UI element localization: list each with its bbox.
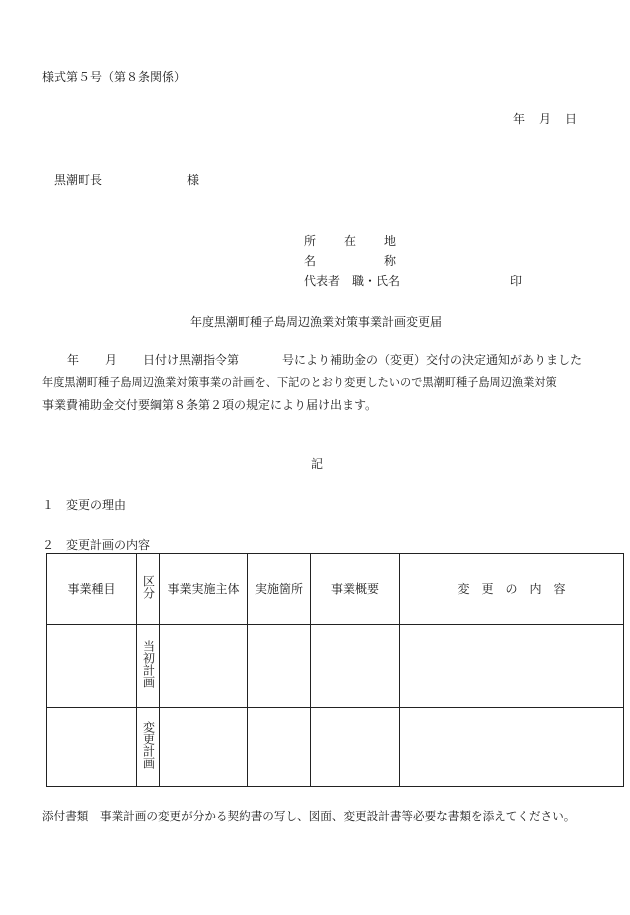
section-change-plan: ２ 変更計画の内容 [42,538,151,552]
document-title: 年度黒潮町種子島周辺漁業対策事業計画変更届 [190,315,443,329]
date-day-label: 日 [565,112,578,126]
cell-project-type [47,625,137,708]
body-line1-year: 年 [67,353,80,367]
header-change-content: 変 更 の 内 容 [400,554,624,625]
cell-location [248,708,311,787]
table-header-row [47,554,624,625]
body-line2: 年度黒潮町種子島周辺漁業対策事業の計画を、下記のとおり変更したいので黒潮町種子島周辺漁業対策 [42,376,557,389]
table-row [47,625,624,708]
addressee-name: 黒潮町長 [54,173,103,187]
header-implementing-entity: 事業実施主体 [160,554,248,625]
body-line3: 事業費補助金交付要綱第８条第２項の規定により届け出ます。 [42,398,378,412]
change-plan-table [46,553,624,787]
date-month-label: 月 [539,112,552,126]
address-label-char-3: 地 [384,234,397,248]
cell-summary [311,625,400,708]
body-line1-rest: 号により補助金の（変更）交付の決定通知がありました [282,353,583,367]
cell-entity [160,708,248,787]
cell-entity [160,625,248,708]
table-row [47,708,624,787]
cell-category [137,625,160,708]
body-line1-date-prefix: 日付け黒潮指令第 [143,353,240,367]
cell-project-type [47,708,137,787]
header-category-text: 区分 [141,575,156,599]
attachments-note: 添付書類 事業計画の変更が分かる契約書の写し、図面、変更設計書等必要な書類を添えてください。 [42,809,576,823]
category-original-plan: 当初計画 [141,640,156,688]
cell-summary [311,708,400,787]
cell-location [248,625,311,708]
cell-change [400,625,624,708]
ki-heading: 記 [311,457,324,471]
address-label-char-2: 在 [344,234,357,248]
name-label-char-1: 名 [304,254,317,268]
section-change-reason: １ 変更の理由 [42,498,127,512]
name-label-char-2: 称 [384,254,397,268]
header-summary: 事業概要 [311,554,400,625]
addressee-honorific: 様 [187,173,200,187]
date-year-label: 年 [513,112,526,126]
category-changed-plan: 変更計画 [141,721,156,769]
header-location: 実施箇所 [248,554,311,625]
form-number: 様式第５号（第８条関係） [42,70,187,84]
header-category [137,554,160,625]
header-project-type: 事業種目 [47,554,137,625]
body-line1-month: 月 [105,353,118,367]
cell-category [137,708,160,787]
representative-label: 代表者 職・氏名 [304,274,401,288]
seal-mark: 印 [510,274,523,288]
address-label-char-1: 所 [304,234,317,248]
cell-change [400,708,624,787]
